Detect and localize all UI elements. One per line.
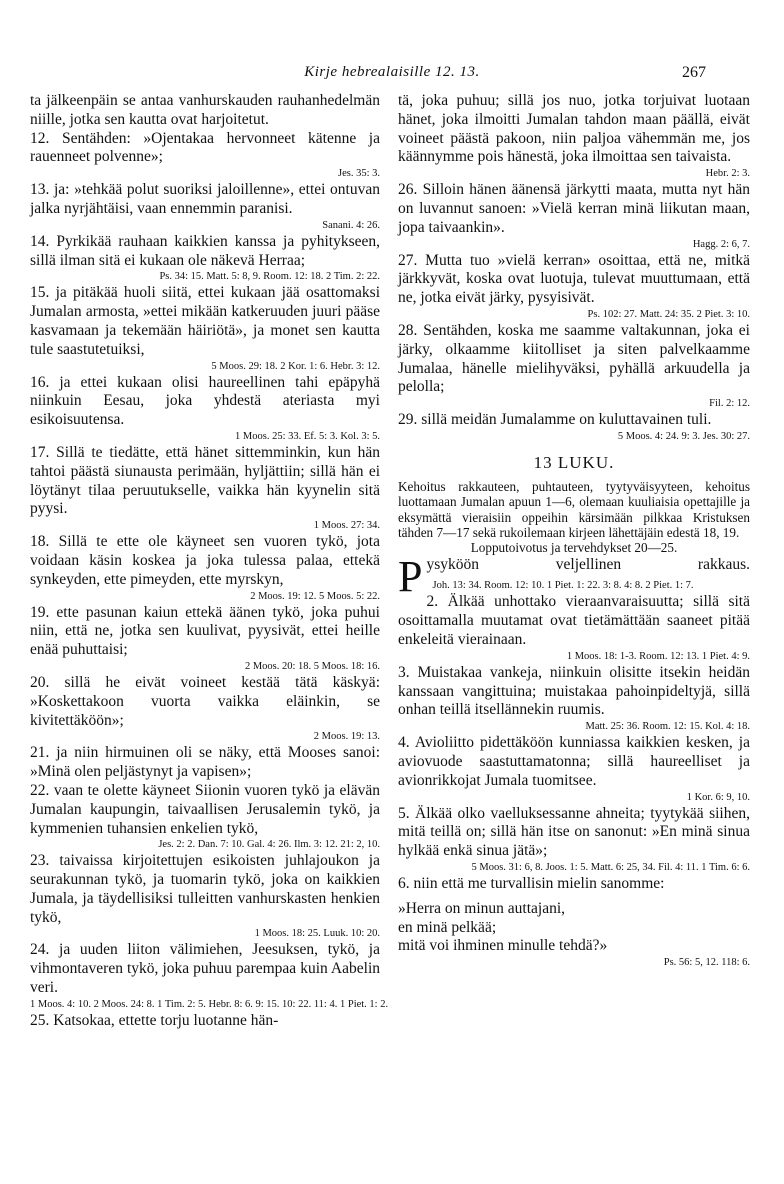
verse-paragraph: [30, 852, 380, 941]
verse-reference: 1 Moos. 18: 1-3. Room. 12: 13. 1 Piet. 4: 9.: [566, 650, 750, 662]
verse-paragraph: [30, 533, 380, 603]
chapter-12-continuation: [398, 92, 750, 444]
verse-text: tä, joka puhuu; sillä jos nuo, jotka torjuivat luotaan hänet, joka ilmoitti Jumalan tahdon maan päällä, eivät voineet päästä pakoon, niin paljoa vähemmän me, jos käännymme pois hänestä, joka ilmoittaa sen taivaista.: [398, 92, 750, 166]
verse-text: 4. Avioliitto pidettäköön kunniassa kaikkien kesken, ja aviovuode saastuttamatonna; sillä haureelliset ja avionrikkojat Jumala tuomitsee.: [398, 734, 750, 789]
verse-reference: 1 Moos. 27: 34.: [313, 520, 380, 532]
verse-paragraph: [398, 734, 750, 804]
right-column: [398, 92, 750, 970]
verse-reference: Ps. 34: 15. Matt. 5: 8, 9. Room. 12: 18. 2 Tim. 2: 22.: [159, 271, 380, 283]
verse-text: ta jälkeenpäin se antaa vanhurskauden rauhanhedelmän niille, jotka sen kautta ovat harjoitetut.: [30, 92, 380, 128]
verse-text: 16. ja ettei kukaan olisi haureellinen tahi epäpyhä niinkuin Eesau, joka yhdestä ateriasta myi esikoisuutensa.: [30, 373, 380, 429]
dropcap-letter: P: [398, 551, 423, 601]
chapter-13-verses: [398, 593, 750, 893]
verse-reference: Jes. 35: 3.: [338, 168, 380, 180]
verse-text: 15. ja pitäkää huoli siitä, ettei kukaan jää osattomaksi Jumalan armosta, »ettei mikään katkeruuden juuri pääse kasvamaan ja tekemään häiriötä», ja monet sen kautta tule saastutetuiksi,: [30, 284, 380, 358]
verse-paragraph: [30, 444, 380, 533]
verse-paragraph: [30, 941, 389, 1011]
verse-paragraph: [30, 233, 380, 285]
verse-paragraph: [398, 593, 750, 663]
verse-text: 2. Älkää unhottako vieraanvaraisuutta; sillä sitä osoittamalla muutamat ovat tietämättään saaneet pitää enkeleitä vierainaan.: [398, 593, 750, 648]
verse-paragraph: [398, 92, 750, 181]
verse-text: 22. vaan te olette käyneet Siionin vuoren tykö ja elävän Jumalan kaupungin, taivaallisen Jerusalemin tykö, ja kymmenien tuhansien enkelien tykö,: [30, 781, 380, 837]
chapter-summary-tail: Lopputoivotus ja tervehdykset 20—25.: [470, 540, 678, 556]
verse-text: 27. Mutta tuo »vielä kerran» osoittaa, että ne, mitkä järkkyvät, koska ovat luotuja, tulevat muuttumaan, että ne, jotka eivät järky, pysyisivät.: [398, 251, 750, 307]
verse-text: 12. Sentähden: »Ojentakaa hervonneet kätenne ja rauenneet polvenne»;: [30, 129, 380, 166]
verse-reference: Hagg. 2: 6, 7.: [692, 238, 750, 250]
verse-reference: Sanani. 4: 26.: [322, 219, 380, 231]
verse-paragraph: [30, 92, 380, 130]
verse-text: 19. ette pasunan kaiun ettekä äänen tykö, joka puhui niin, että ne, jotka sen kuulivat, pyysivät, ettei heille enää puhuttaisi;: [30, 603, 380, 659]
verse-text: 21. ja niin hirmuinen oli se näky, että Mooses sanoi: »Minä olen peljästynyt ja vapisen»;: [30, 744, 380, 781]
verse-reference: Hebr. 2: 3.: [705, 168, 750, 180]
poem-line: mitä voi ihminen minulle tehdä?»: [398, 937, 608, 955]
verse-text: 5. Älkää olko vaelluksessanne ahneita; tyytykää siihen, mitä teillä on; sillä hän itse on sanonut: »En minä sinua hylkää enkä sinua jätä»;: [398, 804, 750, 860]
verse-reference: Matt. 25: 36. Room. 12: 15. Kol. 4: 18.: [585, 721, 750, 733]
verse-reference: Jes. 2: 2. Dan. 7: 10. Gal. 4: 26. Ilm. 3: 12. 21: 2, 10.: [158, 839, 380, 851]
verse-paragraph: [30, 284, 380, 373]
verse-paragraph: [30, 744, 380, 782]
verse-reference: 5 Moos. 29: 18. 2 Kor. 1: 6. Hebr. 3: 12.: [211, 360, 380, 372]
verse-text: 13. ja: »tehkää polut suoriksi jaloillenne», ettei ontuvan jalka nyrjähtäisi, vaan ennemmin paranisi.: [30, 181, 380, 217]
verse-reference: 2 Moos. 19: 13.: [313, 731, 380, 743]
verse-text: 24. ja uuden liiton välimiehen, Jeesuksen, tykö, ja vihmontaveren tykö, joka puhuu parempaa kuin Aabelin veri.: [30, 941, 380, 997]
verse-1-text: ysyköön veljellinen rakkaus.: [426, 555, 750, 573]
verse-text: 25. Katsokaa, ettette torju luotanne hän-: [30, 1011, 279, 1029]
verse-paragraph: [398, 875, 750, 894]
poem-line: »Herra on minun auttajani,: [398, 899, 566, 917]
verse-paragraph: [398, 411, 750, 444]
verse-text: 17. Sillä te tiedätte, että hänet sittemminkin, kun hän tahtoi päästä siunausta perimään, hyljättiin; sillä hän ei löytänyt tilaa peruutukselle, vaikka hän kyynelin sitä pyysi.: [30, 443, 380, 518]
verse-text: 23. taivaissa kirjoitettujen esikoisten juhlajoukon ja seurakunnan tykö, ja tuomarin tykö, joka on kaikkien Jumala, ja täydellisiksi tulleitten vanhurskasten henkien tykö,: [30, 852, 380, 926]
verse-reference: 1 Moos. 4: 10. 2 Moos. 24: 8. 1 Tim. 2: 5. Hebr. 8: 6. 9: 15. 10: 22. 11: 4. 1 Piet. 1: 2.: [30, 998, 389, 1010]
verse-paragraph: [30, 181, 380, 233]
running-head: Kirje hebrealaisille 12. 13.: [304, 64, 480, 80]
verse-paragraph: [30, 374, 380, 444]
verse-reference: 1 Moos. 25: 33. Ef. 5: 3. Kol. 3: 5.: [235, 430, 380, 442]
verse-paragraph: [398, 805, 750, 875]
verse-text: 18. Sillä te ette ole käyneet sen vuoren tykö, jota voidaan käsin koskea ja joka tulessa palaa, ettekä synkeyden, ette pimeyden, ette myrskyn,: [30, 533, 380, 588]
verse-paragraph: [398, 322, 750, 411]
verse-reference: Ps. 102: 27. Matt. 24: 35. 2 Piet. 3: 10.: [587, 308, 750, 320]
verse-text: 3. Muistakaa vankeja, niinkuin olisitte itsekin heidän kanssaan vangittuina; muistakaa pahoinpideltyjä, sillä onhan teillä itsellännekin ruumis.: [398, 663, 750, 719]
verse-text: 26. Silloin hänen äänensä järkytti maata, mutta nyt hän on luvannut sanoen: »Vielä kerran minä liikutan maan, jopa taivaankin».: [398, 181, 750, 236]
verse-reference: 5 Moos. 31: 6, 8. Joos. 1: 5. Matt. 6: 25, 34. Fil. 4: 11. 1 Tim. 6: 6.: [471, 861, 750, 873]
verse-1-reference: Joh. 13: 34. Room. 12: 10. 1 Piet. 1: 22. 3: 8. 4: 8. 2 Piet. 1: 7.: [432, 579, 694, 591]
chapter-title: 13 LUKU.: [533, 452, 615, 472]
verse-reference: 2 Moos. 20: 18. 5 Moos. 18: 16.: [244, 660, 380, 672]
verse-paragraph: [30, 1012, 380, 1031]
chapter-summary-text: Kehoitus rakkauteen, puhtauteen, tyytyväisyyteen, kehoitus luottamaan Jumalan apuun 1—6, olemaan kuuliaisia opettajille ja eksymättä vieraisiin oppeihin kärsimään pilkkaa Kristuksen tähden 7—17 sekä rukoilemaan kirjeen lähettäjäin edestä 18, 19.: [398, 478, 750, 540]
verse-reference: 1 Kor. 6: 9, 10.: [686, 791, 750, 803]
page-header: [0, 64, 784, 88]
verse-text: 14. Pyrkikää rauhaan kaikkien kanssa ja pyhitykseen, sillä ilman sitä ei kukaan ole näkevä Herraa;: [30, 232, 380, 269]
verse-reference: 5 Moos. 4: 24. 9: 3. Jes. 30: 27.: [617, 430, 750, 442]
page-number: 267: [682, 64, 706, 81]
verse-paragraph: [398, 181, 750, 251]
verse-paragraph: [398, 252, 750, 322]
verse-reference: 2 Moos. 19: 12. 5 Moos. 5: 22.: [250, 590, 380, 602]
verse-paragraph: [30, 674, 380, 744]
chapter-summary: [398, 479, 750, 556]
poem-reference: Ps. 56: 5, 12. 118: 6.: [663, 957, 750, 969]
poem-line: en minä pelkää;: [398, 918, 497, 936]
verse-paragraph: [30, 130, 380, 182]
verse-1: [398, 551, 750, 601]
verse-text: 20. sillä he eivät voineet kestää tätä käskyä: »Koskettakoon vuorta vaikka eläinkin, se kivitettäköön»;: [30, 673, 380, 729]
verse-text: 28. Sentähden, koska me saamme valtakunnan, joka ei järky, olkaamme kiitolliset ja siten palvelkaamme Jumalaa, hänelle mielihyväksi, pyhällä arkuudella ja pelolla;: [398, 321, 750, 396]
quoted-psalm: [398, 900, 750, 970]
verse-paragraph: [30, 604, 380, 674]
verse-text: 6. niin että me turvallisin mielin sanomme:: [398, 874, 665, 892]
verse-reference: 1 Moos. 18: 25. Luuk. 10: 20.: [254, 928, 380, 940]
verse-paragraph: [30, 782, 380, 852]
left-column: [30, 92, 389, 1031]
verse-paragraph: [398, 664, 750, 734]
verse-text: 29. sillä meidän Jumalamme on kuluttavainen tuli.: [398, 411, 712, 429]
verse-reference: Fil. 2: 12.: [709, 398, 750, 410]
